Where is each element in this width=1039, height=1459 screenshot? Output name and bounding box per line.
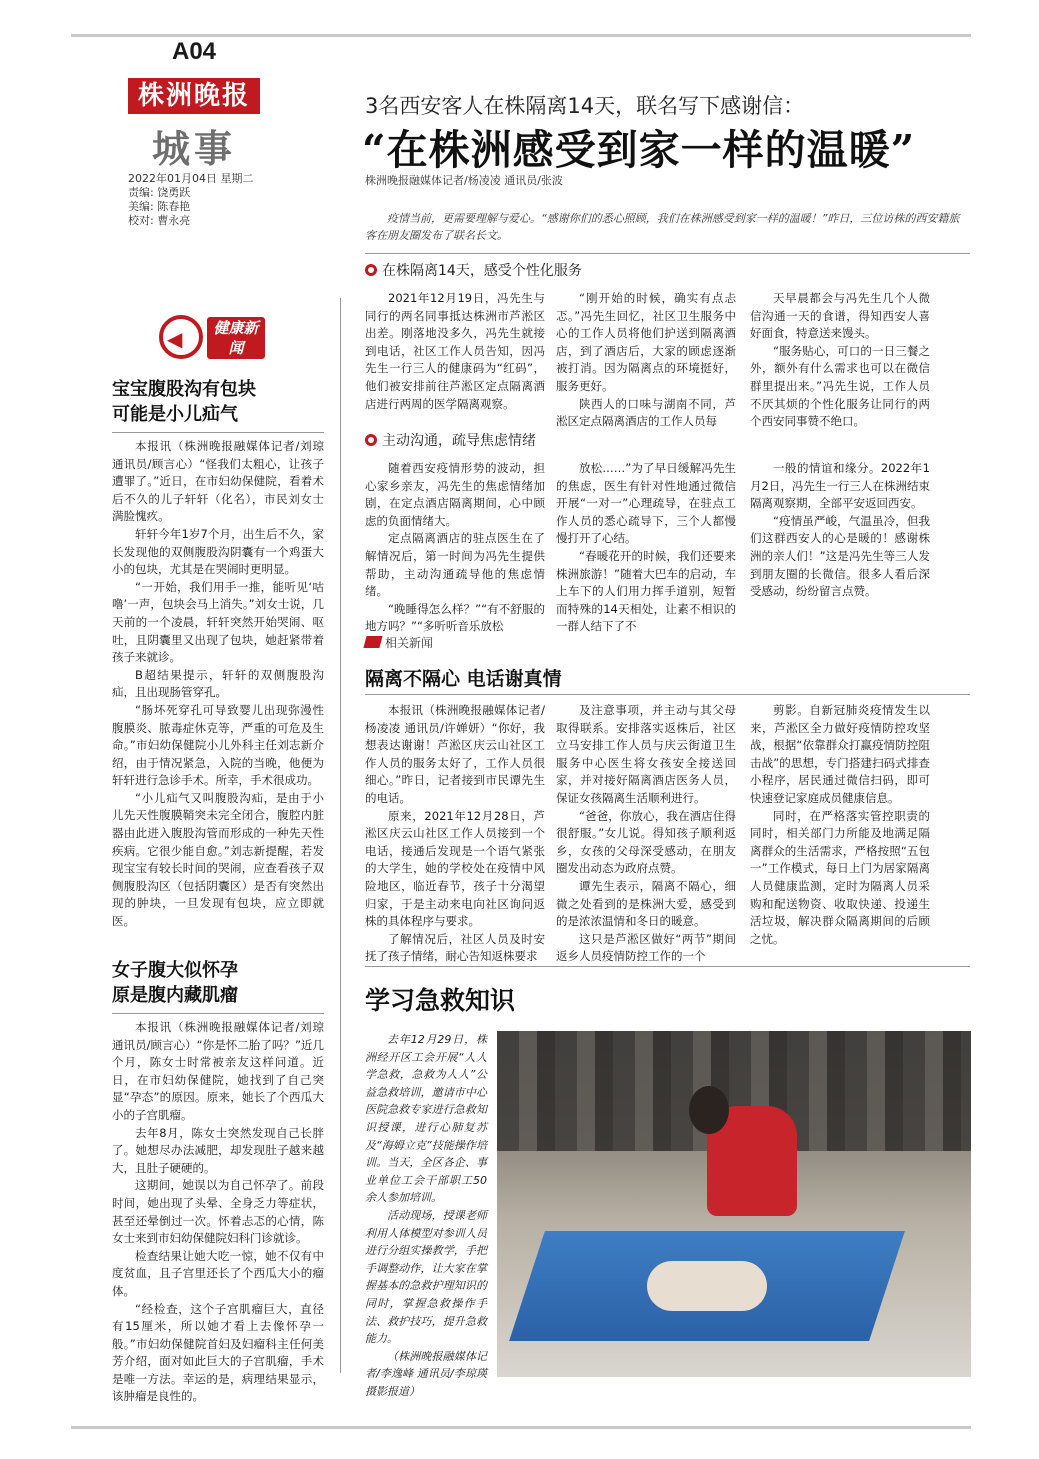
headline-line: 宝宝腹股沟有包块 [112,379,256,400]
related-col1 [365,702,545,964]
paragraph: “晚睡得怎么样？”“有不舒服的地方吗？”“多听听音乐放松 [365,601,545,634]
paragraph: 放松……”为了早日缓解冯先生的焦虑，医生有针对性地通过微信开展“一对一”心理疏导，在驻点工作人员的悉心疏导下，三个人都慢慢打开了心结。 [556,461,736,546]
proofreader: 校对: 曹永亮 [128,214,191,227]
paragraph: 本报讯（株洲晚报融媒体记者/杨凌凌 通讯员/许婵妍）“你好，我想表达谢谢！芦淞区庆云山社区工作人员的服务太好了，工作人员很细心。”昨日，记者接到市民谭先生的电话。 [365,703,545,805]
firstaid-caption [365,1031,487,1400]
firstaid-headline: 学习急救知识 [365,986,516,1015]
lead-s2-col2 [556,460,736,634]
paragraph: 谭先生表示，隔离不隔心，细微之处看到的是株洲大爱，感受到的是浓浓温情和冬日的暖意。 [556,878,736,929]
related-divider [365,694,970,695]
lead-s1-col1 [365,290,545,428]
lead-intro: 疫情当前，更需要理解与爱心。“感谢你们的悉心照顾，我们在株洲感受到家一样的温暖！”昨日，三位访株的西安籍旅客在朋友圈发布了联名长文。 [365,212,960,242]
subhead-1 [365,260,582,280]
firstaid-top-rule [365,966,970,967]
paragraph: （株洲晚报融媒体记者/李逸峰 通讯员/李琼瑛 摄影报道） [365,1349,487,1398]
masthead-logo: 株洲晚报 [128,78,260,114]
paragraph: 活动现场，授课老师利用人体模型对参训人员进行分组实操教学，手把手调整动作，让大家在掌握基本的急救护理知识的同时，掌握急救操作手法、救护技巧，提升急救能力。 [365,1208,487,1346]
paragraph: 随着西安疫情形势的波动，担心家乡亲友，冯先生的焦虑情绪加剧，在定点酒店隔离期间，心中顾虑的负面情绪大。 [365,461,545,528]
photo-cpr-manikin [647,1261,767,1311]
paragraph: “春暖花开的时候，我们还要来株洲旅游！”随着大巴车的启动，车上车下的人们用力挥手道别，短暂而特殊的14天相处，让素不相识的一群人结下了不 [556,548,736,634]
related-headline: 隔离不隔心 电话谢真情 [365,668,562,690]
photo-head [689,1086,729,1134]
paragraph: 了解情况后，社区人员及时安抚了孩子情绪，耐心告知返株要求 [365,931,545,964]
headline-line: 女子腹大似怀孕 [112,960,238,981]
paragraph: 陕西人的口味与湖南不同，芦淞区定点隔离酒店的工作人员每 [556,396,736,429]
column-divider [340,298,341,1373]
lead-byline: 株洲晚报融媒体记者/杨凌凌 通讯员/张波 [365,174,563,187]
lead-s1-col3 [750,290,930,428]
sidebar-story2-body [112,1019,324,1404]
related-news-label [365,634,433,651]
lead-kicker: 3名西安客人在株隔离14天，联名写下感谢信： [365,94,805,118]
paragraph: 本报讯（株洲晚报融媒体记者/刘琼 通讯员/顾言心）“怪我们太粗心，让孩子遭罪了。”近日，在市妇幼保健院，看着术后不久的儿子轩轩（化名），市民刘女士满脸愧疚。 [112,439,324,524]
paragraph: 检查结果让她大吃一惊，她不仅有中度贫血，且子宫里还长了个西瓜大小的瘤体。 [112,1248,324,1298]
paragraph: 这期间，她误以为自己怀孕了。前段时间，她出现了头晕、全身乏力等症状，甚至还晕倒过一次。怀着忐忑的心情，陈女士来到市妇幼保健院妇科门诊就诊。 [112,1178,324,1246]
paragraph: 本报讯（株洲晚报融媒体记者/刘琼 通讯员/顾言心）“你是怀二胎了吗？”近几个月，陈女士时常被亲友这样问道。近日，在市妇幼保健院，她找到了自己突显“孕态”的原因。原来，她长了个西瓜大小的子宫肌瘤。 [112,1020,324,1122]
paragraph: 剪影。自新冠肺炎疫情发生以来，芦淞区全力做好疫情防控攻坚战，根据“依靠群众打赢疫情防控阻击战”的思想，专门搭建扫码式排查小程序，居民通过微信扫码，即可快速登记家庭成员健康信息。 [750,703,930,805]
badge-label: 健康新闻 [207,317,265,359]
paragraph: 去年8月，陈女士突然发现自己长胖了。她想尽办法减肥，却发现肚子越来越大，且肚子硬硬的。 [112,1125,324,1175]
paragraph: 去年12月29日，株洲经开区工会开展“人人学急救，急救为人人”公益急救培训，邀请市中心医院急救专家进行急救知识授课，进行心肺复苏及“海姆立克”技能操作培训。当天，全区各企、事业单位工会干部职工50余人参加培训。 [365,1033,487,1205]
paragraph: 定点隔离酒店的驻点医生在了解情况后，第一时间为冯先生提供帮助，主动沟通疏导他的焦虑情绪。 [365,531,545,599]
paragraph: “疫情虽严峻，气温虽冷，但我们这群西安人的心是暖的！感谢株洲的亲人们！”这是冯先生等三人发到朋友圈的长微信。很多人看后深受感动，纷纷留言点赞。 [750,513,930,599]
paragraph: 原来，2021年12月28日，芦淞区庆云山社区工作人员接到一个电话，接通后发现是一个语气紧张的大学生，她的学校处在疫情中风险地区，临近春节，孩子十分渴望归家，于是主动来电向社区询问返株的具体程序与要求。 [365,808,545,929]
paragraph: 2021年12月19日，冯先生与同行的两名同事抵达株洲市芦淞区出差。刚落地没多久，冯先生就接到电话，社区工作人员告知，因冯先生一行三人的健康码为“红码”，他们被安排前往芦淞区定点隔离酒店进行两周的医学隔离观察。 [365,291,545,411]
related-label-text: 相关新闻 [385,636,434,650]
headline-line: 可能是小儿疝气 [112,404,238,425]
page-meta [128,172,254,228]
lead-headline: “在株洲感受到家一样的温暖” [362,126,916,174]
related-col3 [750,702,930,952]
paragraph: “小儿疝气又叫腹股沟疝，是由于小儿先天性腹膜鞘突未完全闭合，腹腔内脏器由此进入腹股沟管而形成的一种先天性疾病。它很少能自愈。”刘志新提醒，若发现宝宝有较长时间的哭闹，应查看孩子双侧腹股沟区（包括阴囊区）是否有突然出现的肿块，一旦发现有包块，应立即就医。 [112,790,324,929]
art-editor: 美编: 陈春艳 [128,200,191,213]
paragraph: 一般的情谊和缘分。2022年1月2日，冯先生一行三人在株洲结束隔离观察期，全部平安返回西安。 [750,461,930,511]
sidebar-story2-headline [112,958,332,1008]
related-col2 [556,702,736,964]
sidebar-divider [112,1013,324,1014]
bullet-icon [365,264,377,276]
sidebar-story1-body [112,438,324,950]
bullet-icon [365,434,377,446]
paragraph: B超结果提示，轩轩的双侧腹股沟疝，且出现肠管穿孔。 [112,667,324,700]
intro-divider [365,253,970,254]
section-title: 城事 [152,126,237,171]
subhead-2 [365,430,536,450]
bottom-rule [71,1426,971,1429]
paragraph: 轩轩今年1岁7个月，出生后不久，家长发现他的双侧腹股沟阴囊有一个鸡蛋大小的包块，尤其是在哭闹时更明显。 [112,526,324,577]
subhead-1-text: 在株隔离14天，感受个性化服务 [382,263,582,279]
lead-s2-col1 [365,460,545,634]
firstaid-photo [497,1031,971,1377]
paragraph: “一开始，我们用手一推，能听见‘咕噜’一声，包块会马上消失。”刘女士说，几天前的一个凌晨，轩轩突然开始哭闹、呕吐，且阴囊里又出现了包块，她赶紧带着孩子来就诊。 [112,579,324,665]
paragraph: “爸爸，你放心，我在酒店住得很舒服。”女儿说。得知孩子顺利返乡，女孩的父母深受感动，在朋友圈发出动态为政府点赞。 [556,808,736,876]
paragraph: 这只是芦淞区做好“两节”期间返乡人员疫情防控工作的一个 [556,931,736,964]
editor: 责编: 饶勇跃 [128,186,191,199]
paragraph: “经检查，这个子宫肌瘤巨大，直径有15厘米，所以她才看上去像怀孕一般。”市妇幼保健院首妇及妇瘤科主任何美芳介绍，面对如此巨大的子宫肌瘤，手术是唯一方法。幸运的是，病理结果显示，该肿瘤是良性的。 [112,1301,324,1404]
paragraph: 天早晨都会与冯先生几个人微信沟通一天的食谱，得知西安人喜好面食，特意送来馒头。 [750,291,930,341]
lead-s2-col3 [750,460,930,620]
photo-trainee [677,1086,827,1256]
page-number: A04 [172,38,217,65]
paragraph: “肠坏死穿孔可导致婴儿出现弥漫性腹膜炎、脓毒症休克等，严重的可危及生命。”市妇幼保健院小儿外科主任刘志新介绍，由于情况紧急，入院的当晚，他便为轩轩进行急诊手术。所幸，手术很成功。 [112,702,324,788]
top-rule [71,34,971,37]
paragraph: 及注意事项，并主动与其父母取得联系。安排落实返株后，社区立马安排工作人员与庆云街道卫生服务中心医生将女孩安全接送回家，并对接好隔离酒店医务人员，保证女孩隔离生活顺利进行。 [556,703,736,805]
subhead-2-text: 主动沟通，疏导焦虑情绪 [382,433,536,449]
headline-line: 原是腹内藏肌瘤 [112,985,238,1006]
issue-date: 2022年01月04日 星期二 [128,172,254,185]
health-news-badge [155,313,265,363]
megaphone-icon: ◀ [167,327,183,351]
sidebar-divider [112,432,324,433]
tag-icon [363,636,382,648]
paragraph: 同时，在严格落实管控职责的同时，相关部门力所能及地满足隔离群众的生活需求，严格按照“五包一”工作模式，每日上门为居家隔离人员健康监测，定时为隔离人员采购和配送物资、收取快递、投递生活垃圾，解决群众隔离期间的后顾之忧。 [750,808,930,946]
lead-s1-col2 [556,290,736,428]
paragraph: “服务贴心，可口的一日三餐之外，额外有什么需求也可以在微信群里提出来。”冯先生说，工作人员不厌其烦的个性化服务让同行的两个西安同事赞不绝口。 [750,343,930,429]
sidebar-story1-headline [112,377,332,427]
paragraph: “刚开始的时候，确实有点忐忑。”冯先生回忆，社区卫生服务中心的工作人员将他们护送到隔离酒店，到了酒店后，大家的顾虑逐渐被打消。因为隔离点的环境挺好，服务更好。 [556,291,736,393]
